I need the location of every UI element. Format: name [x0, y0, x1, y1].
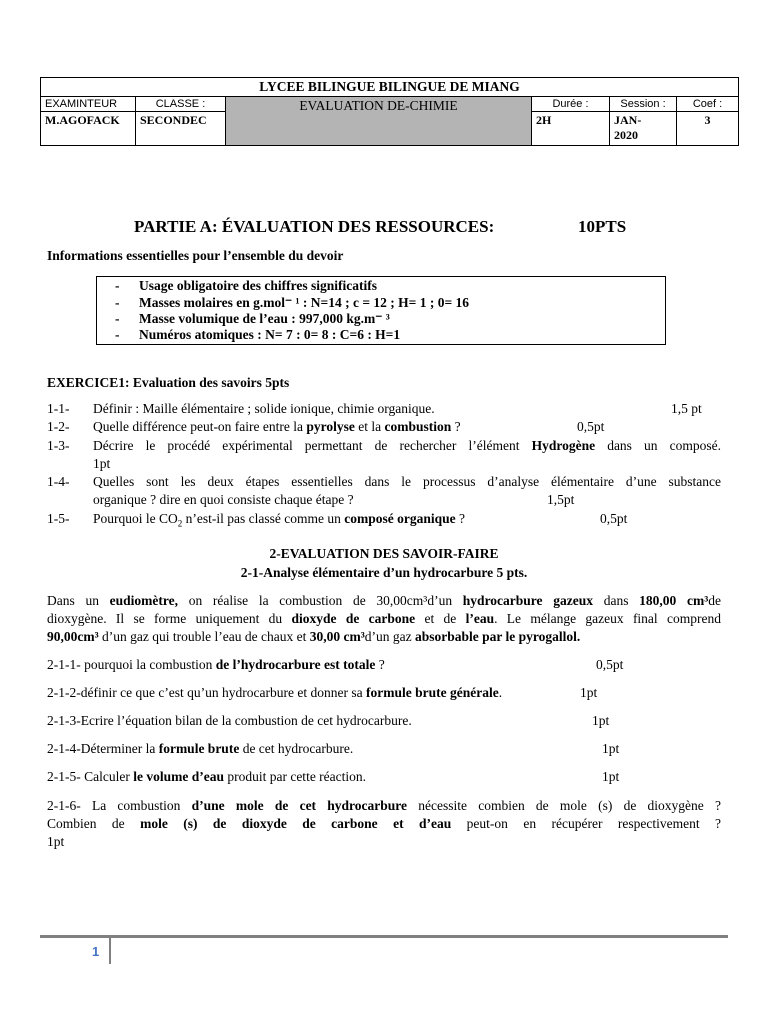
examiner-label: EXAMINTEUR: [41, 97, 136, 112]
q212-text: 2-1-2-définir ce que c’est qu’un hydrocarbure et donner sa formule brute générale.: [47, 685, 503, 700]
q5-text: Pourquoi le $CO_2$ n’est-il pas classé comme un composé organique ?: [93, 511, 465, 529]
info-item: Numéros atomiques : N= 7 : 0= 8 : C=6 : H=1: [139, 327, 401, 342]
q4-text-line2: organique ? dire en quoi consiste chaque étape ?: [93, 492, 354, 507]
q212-points: 1pt: [580, 685, 598, 700]
q2-number: 1-2-: [47, 419, 70, 434]
session-label: Session :: [610, 97, 677, 112]
q1-text: Définir : Maille élémentaire ; solide ionique, chimie organique.: [93, 401, 435, 416]
info-box: - Usage obligatoire des chiffres significatifs - Masses molaires en g.mol⁻ ¹ : N=14 ; c = 12 ; H= 1 ; 0= 16 - Masse volumique de l’eau : 997,000 kg.m⁻ ³ - Numéros atomiques : N= 7 : 0= 8 : C=6 : H=1: [96, 276, 666, 345]
q4-text-line1: Quelles sont les deux étapes essentielles dans le processus d’analyse élémentaire d’une substance: [93, 474, 721, 489]
info-heading: Informations essentielles pour l’ensemble du devoir: [47, 248, 344, 263]
class-value: SECONDEC: [136, 112, 226, 146]
q3-number: 1-3-: [47, 438, 70, 453]
q2-text: Quelle différence peut-on faire entre la pyrolyse et la combustion ?: [93, 419, 461, 434]
q5-points: 0,5pt: [600, 511, 628, 526]
q213-text: 2-1-3-Ecrire l’équation bilan de la combustion de cet hydrocarbure.: [47, 713, 412, 728]
duration-value: 2H: [532, 112, 610, 146]
q215-text: 2-1-5- Calculer le volume d’eau produit par cette réaction.: [47, 769, 367, 784]
part-a-points: 10PTS: [578, 217, 627, 236]
info-item: Masse volumique de l’eau : 997,000 kg.m⁻ ³: [139, 311, 390, 326]
q4-number: 1-4-: [47, 474, 70, 489]
q1-points: 1,5 pt: [671, 401, 702, 416]
q1-number: 1-1-: [47, 401, 70, 416]
exercise1-title: EXERCICE1: Evaluation des savoirs 5pts: [47, 375, 290, 390]
duration-label: Durée :: [532, 97, 610, 112]
q216-line2: Combien de mole (s) de dioxyde de carbone et d’eau peut-on en récupérer respectivement ?: [47, 816, 722, 831]
school-name: LYCEE BILINGUE BILINGUE DE MIANG: [41, 78, 739, 97]
paragraph-line2: dioxygène. Il se forme uniquement du dioxyde de carbone et de l’eau. Le mélange gazeux final comprend: [47, 611, 721, 626]
footer-rule: [40, 935, 728, 938]
page-number: 1: [92, 944, 100, 959]
q2-points: 0,5pt: [577, 419, 605, 434]
q214-text: 2-1-4-Déterminer la formule brute de cet hydrocarbure.: [47, 741, 354, 756]
q5-number: 1-5-: [47, 511, 70, 526]
coef-label: Coef :: [677, 97, 739, 112]
paragraph-line3: 90,00cm³ d’un gaz qui trouble l’eau de chaux et 30,00 cm³d’un gaz absorbable par le pyrogallol.: [47, 629, 581, 644]
part-a-title: PARTIE A: ÉVALUATION DES RESSOURCES:: [134, 217, 495, 236]
q216-points: 1pt: [47, 834, 65, 849]
q3-points: 1pt: [93, 456, 111, 471]
evaluation-title: EVALUATION DE-CHIMIE: [226, 97, 532, 146]
q211-text: 2-1-1- pourquoi la combustion de l’hydrocarbure est totale ?: [47, 657, 385, 672]
q215-points: 1pt: [602, 769, 620, 784]
q213-points: 1pt: [592, 713, 610, 728]
coef-value: 3: [677, 112, 739, 146]
paragraph-line1: Dans un eudiomètre, on réalise la combustion de 30,00cm³d’un hydrocarbure gazeux dans 180,00 cm³de: [47, 593, 722, 608]
q214-points: 1pt: [602, 741, 620, 756]
info-item: Masses molaires en g.mol⁻ ¹ : N=14 ; c = 12 ; H= 1 ; 0= 16: [139, 295, 470, 310]
section2-subtitle: 2-1-Analyse élémentaire d’un hydrocarbure 5 pts.: [240, 565, 528, 580]
q3-text: Décrire le procédé expérimental permettant de rechercher l’élément Hydrogène dans un composé.: [93, 438, 722, 453]
info-item: Usage obligatoire des chiffres significatifs: [139, 278, 377, 293]
footer-separator: [109, 938, 111, 964]
q211-points: 0,5pt: [596, 657, 624, 672]
session-line2: 2020: [614, 128, 638, 142]
class-label: CLASSE :: [136, 97, 226, 112]
section2-title: 2-EVALUATION DES SAVOIR-FAIRE: [269, 546, 499, 561]
q4-points: 1,5pt: [547, 492, 575, 507]
q216-line1: 2-1-6- La combustion d’une mole de cet hydrocarbure nécessite combien de mole (s) de dioxygène ?: [47, 798, 721, 813]
session-value: [610, 112, 677, 146]
session-line1: JAN-: [614, 113, 642, 127]
header-table: [40, 77, 739, 146]
examiner-value: M.AGOFACK: [41, 112, 136, 146]
